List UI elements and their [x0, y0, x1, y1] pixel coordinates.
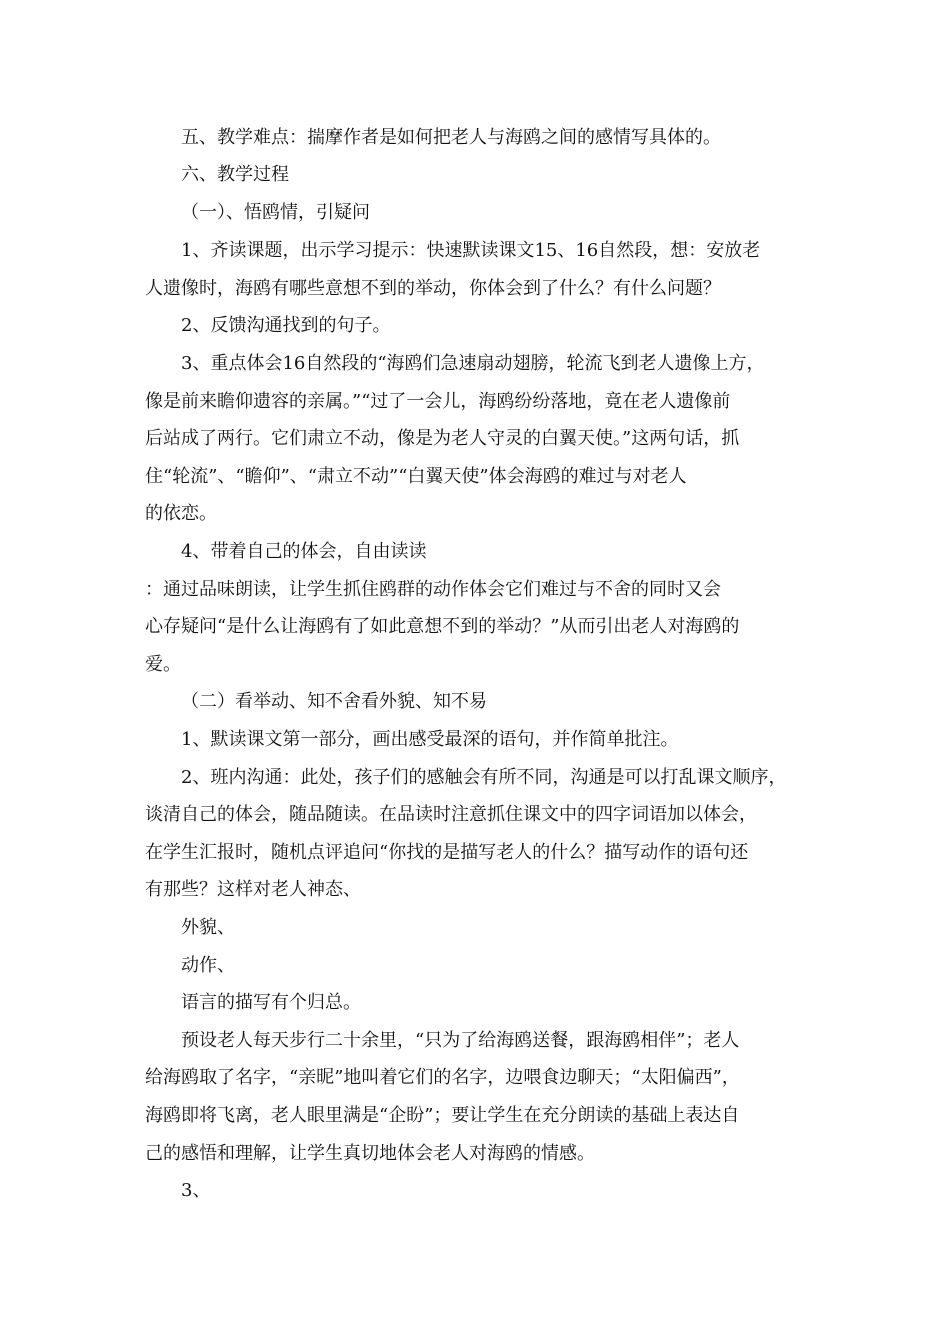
subsection-heading: （一）、悟鸥情，引疑问 — [181, 202, 370, 223]
paragraph-line: 海鸥即将飞离，老人眼里满是“企盼”；要让学生在充分朗读的基础上表达自 — [145, 1105, 740, 1126]
paragraph-line: 像是前来瞻仰遗容的亲属。”“过了一会儿，海鸥纷纷落地，竟在老人遗像前 — [145, 391, 731, 412]
paragraph-line: 后站成了两行。它们肃立不动，像是为老人守灵的白翼天使。”这两句话，抓 — [145, 428, 740, 449]
paragraph-line: 语言的描写有个归总。 — [181, 992, 361, 1013]
paragraph-line: 的依恋。 — [145, 503, 217, 524]
paragraph-line: 2、班内沟通：此处，孩子们的感触会有所不同，沟通是可以打乱课文顺序， — [181, 767, 787, 788]
paragraph-line: 预设老人每天步行二十余里，“只为了给海鸥送餐，跟海鸥相伴”；老人 — [181, 1030, 740, 1051]
paragraph-line: 住“轮流”、“瞻仰”、“肃立不动”“白翼天使”体会海鸥的难过与对老人 — [145, 466, 687, 487]
paragraph-line: 3、 — [181, 1180, 211, 1201]
paragraph-line: 心存疑问“是什么让海鸥有了如此意想不到的举动？”从而引出老人对海鸥的 — [145, 616, 740, 637]
paragraph-line: ：通过品味朗读，让学生抓住鸥群的动作体会它们难过与不舍的同时又会 — [145, 579, 721, 600]
paragraph-line: 人遗像时，海鸥有哪些意想不到的举动，你体会到了什么？有什么问题？ — [145, 278, 721, 299]
paragraph-line: 有那些？这样对老人神态、 — [145, 879, 361, 900]
paragraph-line: 己的感悟和理解，让学生真切地体会老人对海鸥的情感。 — [145, 1143, 595, 1164]
section-heading: 六、教学过程 — [181, 164, 289, 185]
paragraph-line: 4、带着自己的体会，自由读读 — [181, 541, 427, 562]
paragraph-line: 2、反馈沟通找到的句子。 — [181, 315, 391, 336]
paragraph-line: 1、齐读课题，出示学习提示：快速默读课文15、16自然段，想：安放老 — [181, 240, 761, 261]
paragraph-line: 谈清自己的体会，随品随读。在品读时注意抓住课文中的四字词语加以体会， — [145, 804, 757, 825]
paragraph-line: 1、默读课文第一部分，画出感受最深的语句，并作简单批注。 — [181, 729, 679, 750]
subsection-heading: （二）看举动、知不舍看外貌、知不易 — [181, 691, 487, 712]
paragraph-line: 给海鸥取了名字，“亲昵”地叫着它们的名字，边喂食边聊天；“太阳偏西”， — [145, 1067, 740, 1088]
paragraph-line: 爱。 — [145, 654, 181, 675]
paragraph-line: 动作、 — [181, 955, 235, 976]
paragraph-line: 3、重点体会16自然段的“海鸥们急速扇动翅膀，轮流飞到老人遗像上方， — [181, 353, 765, 374]
paragraph-line: 在学生汇报时，随机点评追问“你找的是描写老人的什么？描写动作的语句还 — [145, 842, 749, 863]
paragraph-line: 五、教学难点：揣摩作者是如何把老人与海鸥之间的感情写具体的。 — [181, 127, 721, 148]
paragraph-line: 外貌、 — [181, 917, 235, 938]
